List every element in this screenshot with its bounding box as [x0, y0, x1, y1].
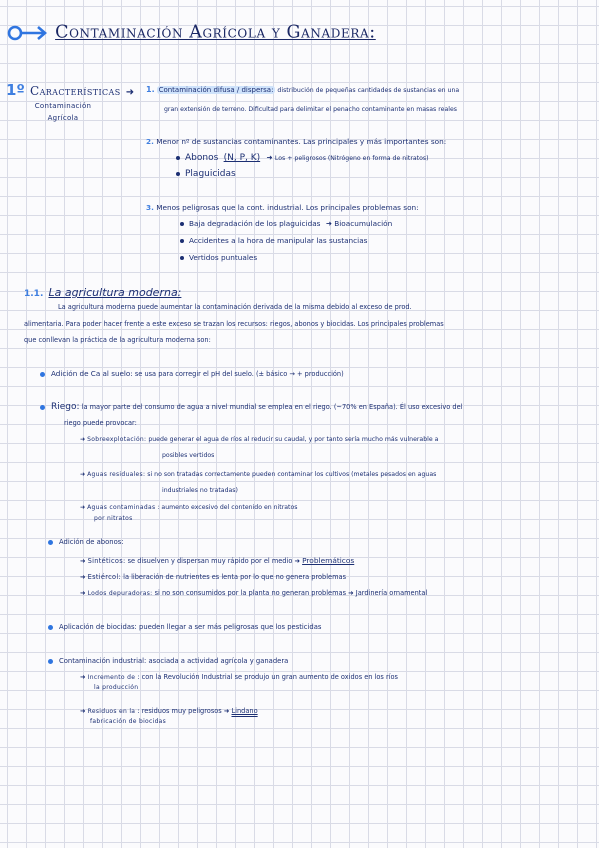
highlight-term: Contaminación difusa / dispersa:: [158, 86, 274, 94]
section-subheading: Contaminación Agrícola: [34, 102, 92, 122]
problem-industrial: Contaminación industrial: asociada a actividad agrícola y ganadera: [48, 657, 288, 665]
characteristic-1: 1. Contaminación difusa / dispersa: distribución de pequeñas cantidades de sustancias en una: [146, 85, 460, 94]
industrial-sub-1: ➜ Incremento de : con la Revolución Industrial se produjo un gran aumento de oxidos en los ríos: [80, 673, 398, 681]
problem-fertilizers: Adición de abonos:: [48, 538, 124, 546]
irrigation-sub-3-label2: por nitratos: [94, 515, 133, 522]
irrigation-sub-2-line2: industriales no tratadas): [162, 487, 238, 494]
section-1-heading: 1º Características ➜: [6, 81, 135, 99]
intro-line-3: que conllevan la práctica de la agricultura moderna son:: [24, 336, 211, 344]
title-row: [6, 22, 376, 43]
characteristic-2: 2. Menor nº de sustancias contaminantes. Las principales y más importantes son:: [146, 137, 447, 146]
characteristic-3-bullet-3: Vertidos puntuales: [180, 253, 257, 262]
fertilizer-sub-3: ➜ Lodos depuradoras: si no son consumidos por la planta no generan problemas ➜ Jardinería ornamental: [80, 589, 428, 597]
fertilizer-sub-2: ➜ Estiércol: la liberación de nutrientes es lenta por lo que no genera problemas: [80, 573, 347, 581]
characteristic-3-bullet-1: Baja degradación de los plaguicidas ➜ Bioacumulación: [180, 219, 392, 228]
industrial-sub-2-label2: fabricación de biocidas: [90, 718, 167, 725]
page-title: Contaminación Agrícola y Ganadera:: [55, 22, 376, 43]
section-number: 1º: [6, 81, 25, 99]
characteristic-1-line2: gran extensión de terreno. Dificultad para delimitar el penacho contaminante en masas reales: [164, 106, 458, 113]
problem-irrigation: Riego: la mayor parte del consumo de agua a nivel mundial se emplea en el riego. (~70% en España). Él uso excesivo del: [40, 402, 462, 413]
problem-calcium: Adición de Ca al suelo: se usa para corregir el pH del suelo. (± básico → + producción): [40, 369, 344, 378]
characteristic-3: 3. Menos peligrosas que la cont. industrial. Los principales problemas son:: [146, 203, 419, 212]
characteristic-2-bullet-1: Abonos (N, P, K) ➜ Los + peligrosos (Nitrógeno en forma de nitratos): [176, 153, 429, 163]
section-1-1-heading: 1.1. La agricultura moderna:: [24, 286, 182, 299]
fertilizer-sub-1: ➜ Sintéticos: se disuelven y dispersan muy rápido por el medio ➜ Problemáticos: [80, 556, 355, 565]
problem-biocides: Aplicación de biocidas: pueden llegar a ser más peligrosas que los pesticidas: [48, 623, 321, 631]
section-heading: Características: [30, 84, 121, 98]
irrigation-sub-2: ➜ Aguas residuales: si no son tratadas correctamente pueden contaminar los cultivos (metales pesados en aguas: [80, 471, 437, 478]
characteristic-3-bullet-2: Accidentes a la hora de manipular las sustancias: [180, 236, 368, 245]
intro-line-1: La agricultura moderna puede aumentar la contaminación derivada de la misma debido al exceso de prod.: [58, 303, 412, 311]
characteristic-2-bullet-2: Plaguicidas: [176, 169, 236, 179]
industrial-sub-2: ➜ Residuos en la : residuos muy peligrosos ➜ Lindano: [80, 707, 258, 715]
industrial-sub-1-label2: la producción: [94, 684, 139, 691]
irrigation-sub-1: ➜ Sobreexplotación: puede generar el agua de ríos al reducir su caudal, y por tanto sería mucho más vulnerable a: [80, 436, 439, 443]
intro-line-2: alimentaria. Para poder hacer frente a este exceso se trazan los recursos: riegos, abonos y biocidas. Los principales problemas: [24, 320, 444, 328]
problem-irrigation-line2: riego puede provocar:: [64, 419, 137, 427]
circle-arrow-icon: [6, 23, 50, 43]
irrigation-sub-1-line2: posibles vertidos: [162, 452, 215, 459]
irrigation-sub-3: ➜ Aguas contaminadas : aumento excesivo del contenido en nitratos: [80, 504, 298, 511]
